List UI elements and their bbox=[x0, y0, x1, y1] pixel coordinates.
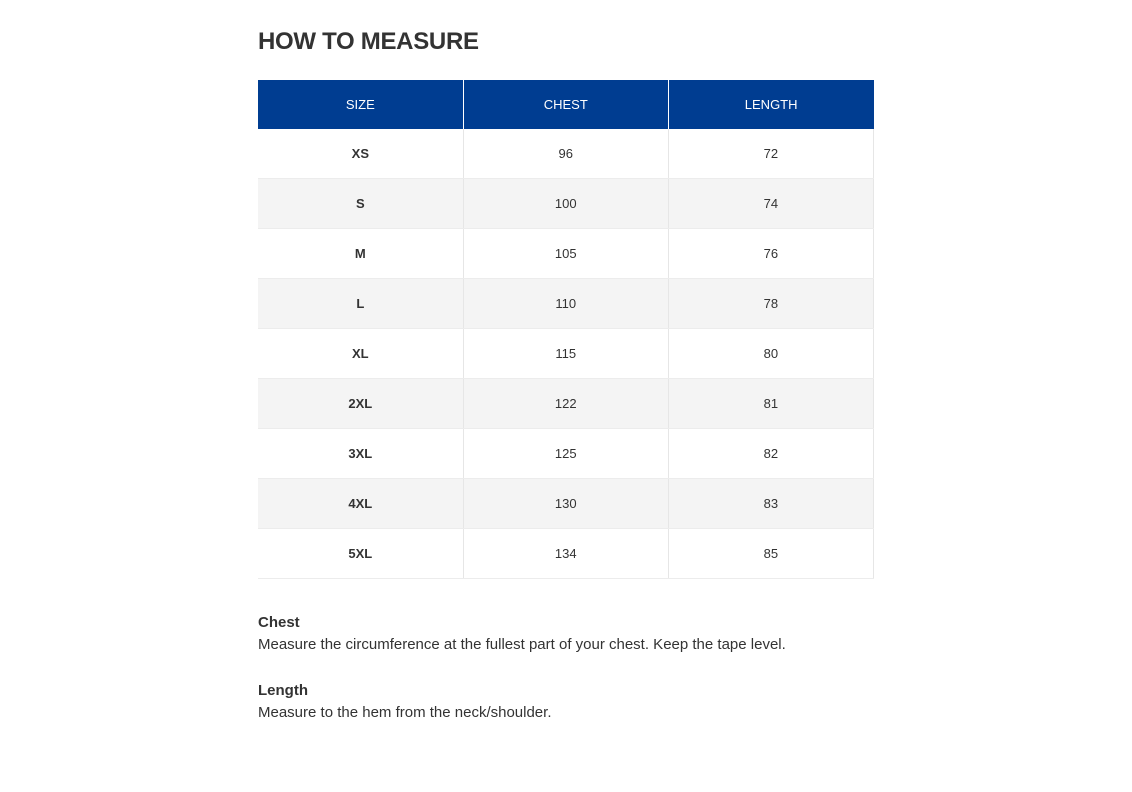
column-header-size: SIZE bbox=[258, 80, 463, 129]
chest-cell: 105 bbox=[463, 229, 668, 279]
note-title: Length bbox=[258, 682, 308, 699]
size-cell: S bbox=[258, 179, 463, 229]
chest-cell: 130 bbox=[463, 479, 668, 529]
page-title: HOW TO MEASURE bbox=[258, 28, 479, 55]
note-chest bbox=[258, 612, 874, 657]
size-cell: M bbox=[258, 229, 463, 279]
size-cell: 3XL bbox=[258, 429, 463, 479]
size-cell: 2XL bbox=[258, 379, 463, 429]
length-cell: 82 bbox=[668, 429, 873, 479]
table-row bbox=[258, 129, 874, 179]
length-cell: 76 bbox=[668, 229, 873, 279]
size-cell: L bbox=[258, 279, 463, 329]
size-cell: 4XL bbox=[258, 479, 463, 529]
table-row bbox=[258, 329, 874, 379]
table-row bbox=[258, 429, 874, 479]
chest-cell: 110 bbox=[463, 279, 668, 329]
table-row bbox=[258, 379, 874, 429]
length-cell: 80 bbox=[668, 329, 873, 379]
size-cell: XL bbox=[258, 329, 463, 379]
size-cell: XS bbox=[258, 129, 463, 179]
chest-cell: 96 bbox=[463, 129, 668, 179]
length-cell: 78 bbox=[668, 279, 873, 329]
note-text: Measure the circumference at the fullest part of your chest. Keep the tape level. bbox=[258, 636, 786, 653]
table-header-row bbox=[258, 80, 874, 129]
size-table bbox=[258, 80, 874, 579]
note-text: Measure to the hem from the neck/shoulder. bbox=[258, 704, 552, 721]
length-cell: 85 bbox=[668, 529, 873, 579]
length-cell: 83 bbox=[668, 479, 873, 529]
column-header-chest: CHEST bbox=[463, 80, 668, 129]
chest-cell: 125 bbox=[463, 429, 668, 479]
table-row bbox=[258, 179, 874, 229]
measurement-notes bbox=[258, 612, 874, 748]
chest-cell: 115 bbox=[463, 329, 668, 379]
table-row bbox=[258, 279, 874, 329]
size-cell: 5XL bbox=[258, 529, 463, 579]
length-cell: 72 bbox=[668, 129, 873, 179]
column-header-length: LENGTH bbox=[668, 80, 873, 129]
chest-cell: 134 bbox=[463, 529, 668, 579]
note-length bbox=[258, 680, 874, 725]
table-row bbox=[258, 529, 874, 579]
note-title: Chest bbox=[258, 614, 300, 631]
length-cell: 81 bbox=[668, 379, 873, 429]
length-cell: 74 bbox=[668, 179, 873, 229]
chest-cell: 122 bbox=[463, 379, 668, 429]
chest-cell: 100 bbox=[463, 179, 668, 229]
table-row bbox=[258, 479, 874, 529]
table-row bbox=[258, 229, 874, 279]
